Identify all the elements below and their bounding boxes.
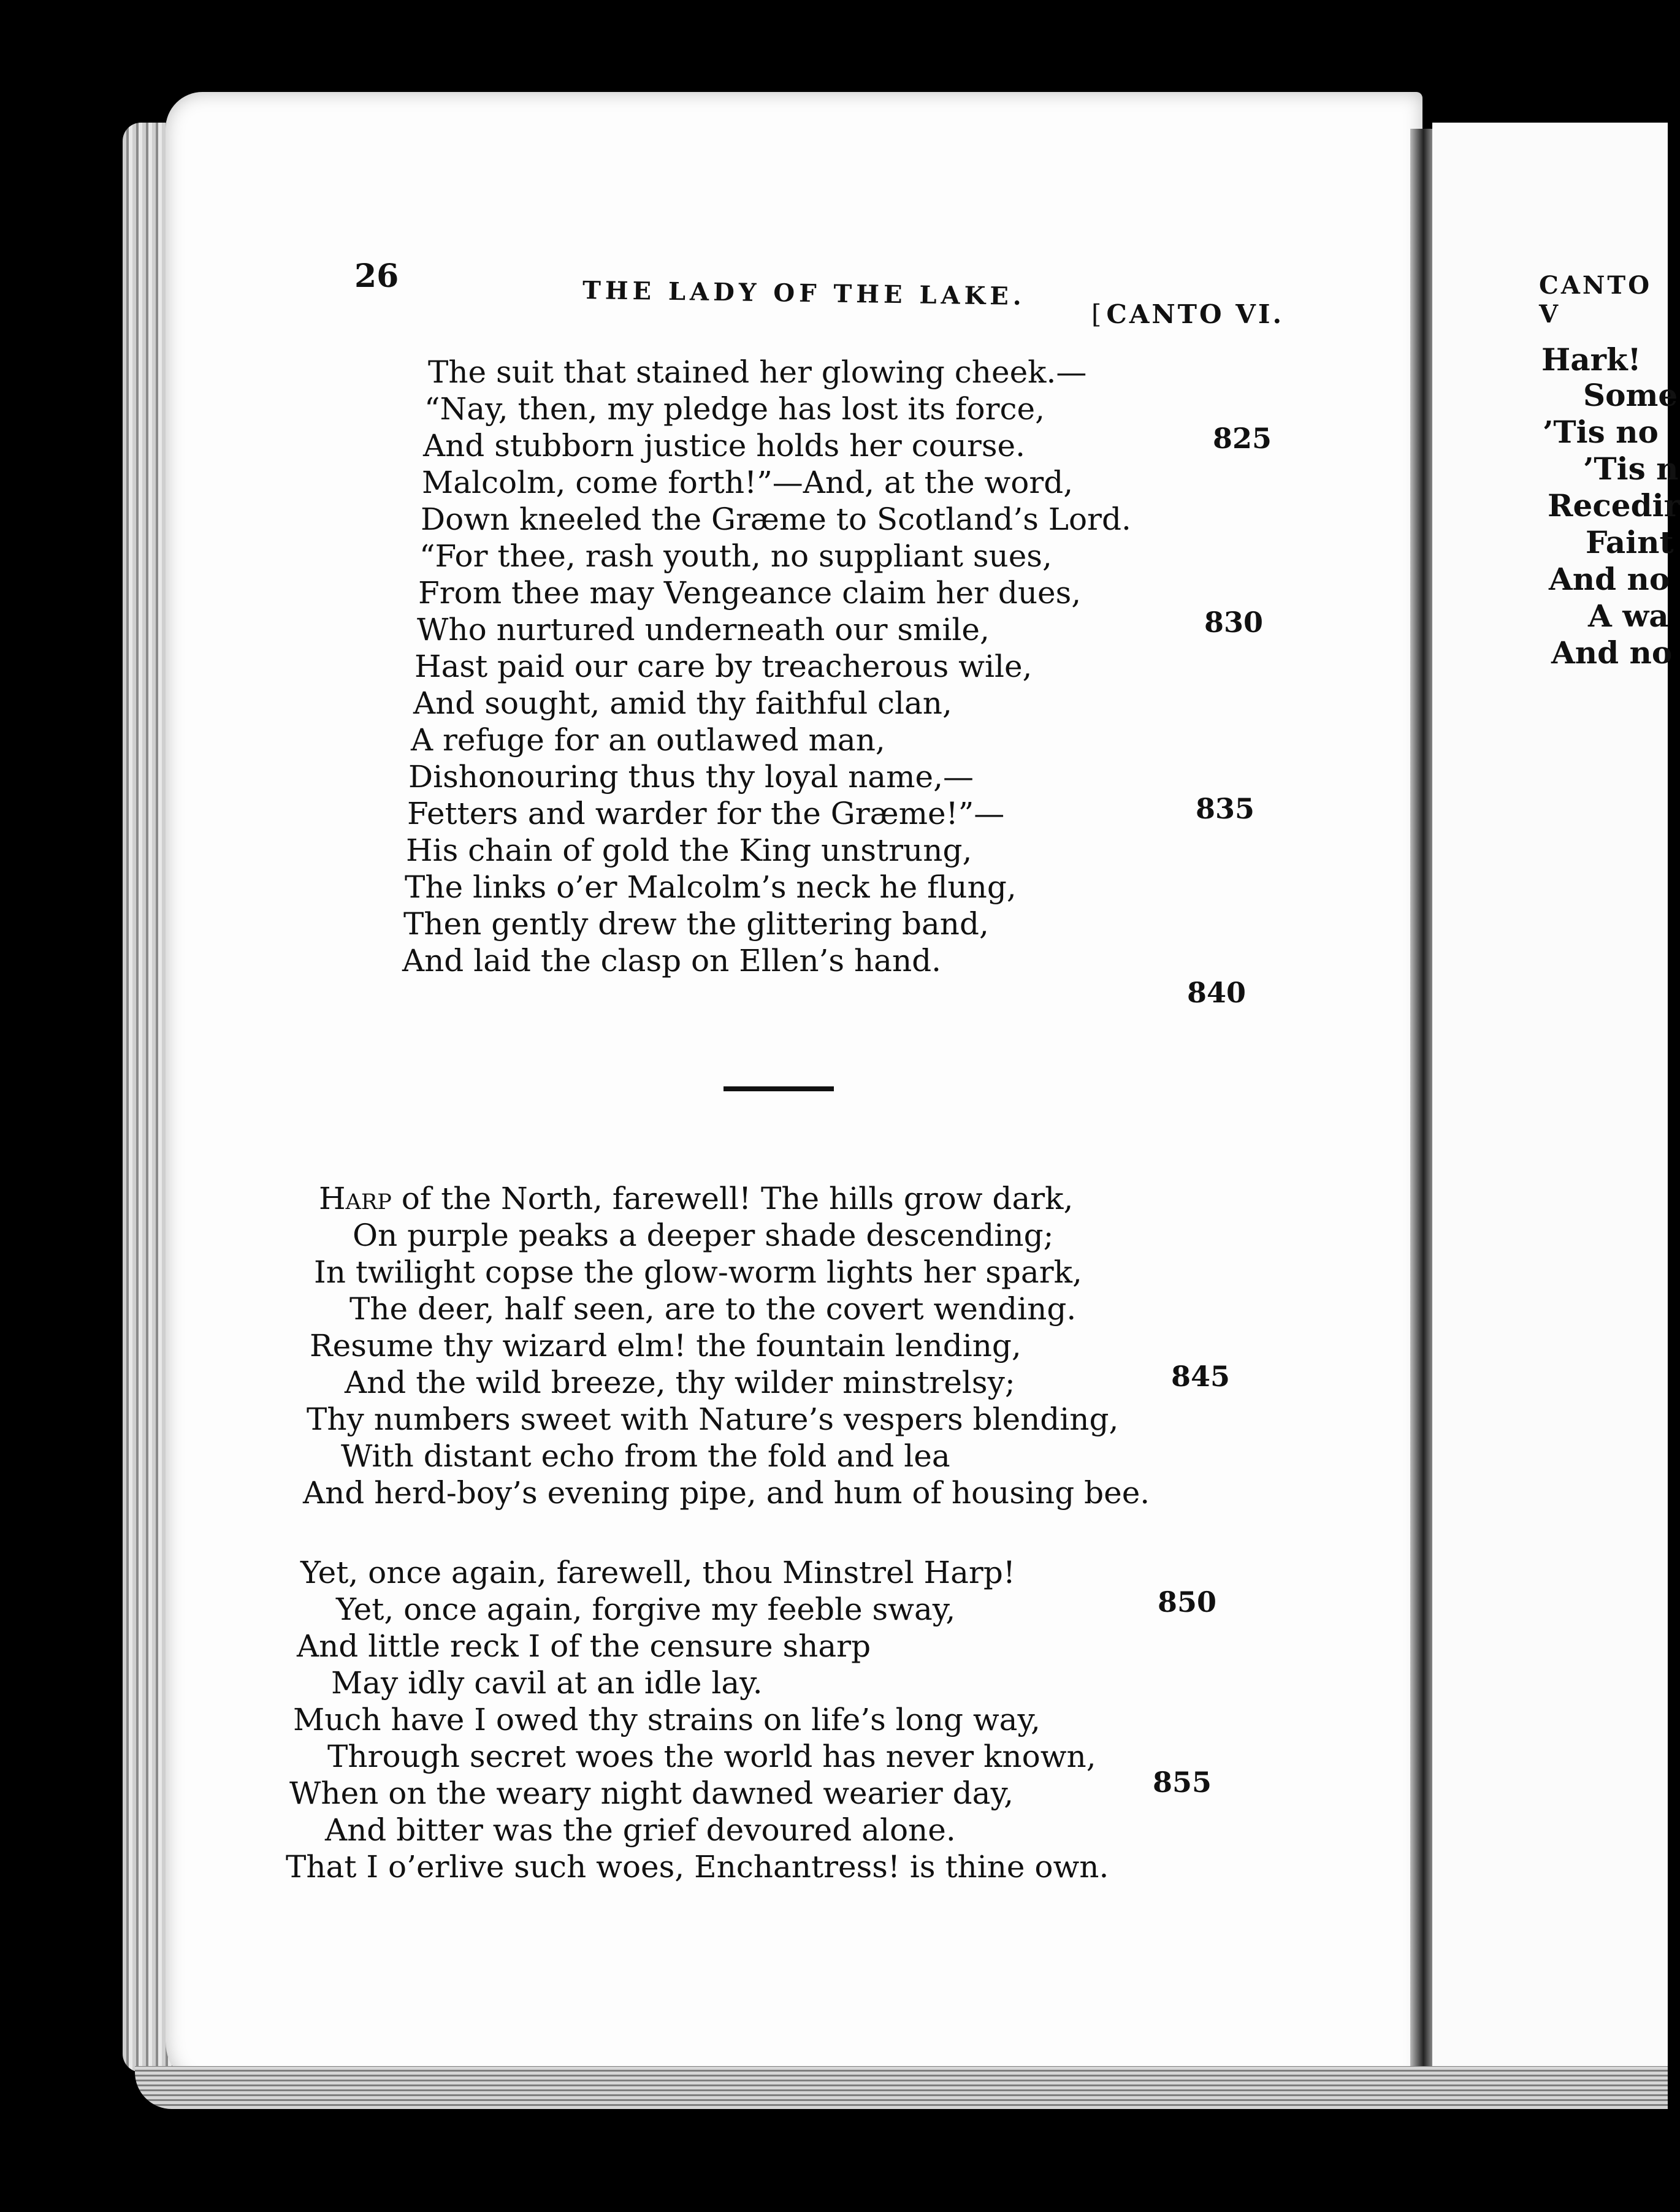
right-verse-fragment: And no <box>1551 635 1673 671</box>
initial-word: Harp <box>319 1181 392 1216</box>
verse-line: And laid the clasp on Ellen’s hand. <box>402 943 942 978</box>
verse-line: The deer, half seen, are to the covert wending. <box>349 1291 1077 1327</box>
line-number: 835 <box>1196 792 1255 825</box>
right-verse-fragment: Hark! <box>1541 341 1641 378</box>
right-verse-fragment: Recedir <box>1548 487 1680 524</box>
line-number: 825 <box>1213 422 1272 455</box>
line-number: 845 <box>1171 1360 1231 1393</box>
right-verse-fragment: A wa <box>1588 598 1669 634</box>
verse-line: Down kneeled the Græme to Scotland’s Lord. <box>421 502 1131 537</box>
right-verse-fragment: Some <box>1583 377 1678 413</box>
verse-line: In twilight copse the glow-worm lights her spark, <box>314 1254 1082 1290</box>
verse-line: Dishonouring thus thy loyal name,— <box>408 759 974 795</box>
right-verse-fragment: Faint <box>1586 524 1674 560</box>
verse-line: Thy numbers sweet with Nature’s vespers blending, <box>307 1402 1119 1437</box>
verse-line: “For thee, rash youth, no suppliant sues, <box>419 538 1052 574</box>
verse-line: Hast paid our care by treacherous wile, <box>414 649 1033 684</box>
canto-label: [ CANTO VI. <box>1091 299 1284 329</box>
verse-line: His chain of gold the King unstrung, <box>406 833 972 868</box>
line-number: 850 <box>1158 1585 1217 1619</box>
verse-line: Yet, once again, forgive my feeble sway, <box>336 1592 956 1627</box>
verse-line: And stubborn justice holds her course. <box>423 428 1026 463</box>
verse-line: And little reck I of the censure sharp <box>297 1628 871 1664</box>
line-number: 855 <box>1153 1766 1212 1799</box>
verse-line: “Nay, then, my pledge has lost its force, <box>424 391 1045 427</box>
verse-line: And sought, amid thy faithful clan, <box>413 685 952 721</box>
verse-line-first <box>319 1183 1073 1214</box>
right-verse-fragment: ’Tis n <box>1583 451 1679 487</box>
verse-line: Malcolm, come forth!”—And, at the word, <box>422 465 1074 500</box>
verse-line: With distant echo from the fold and lea <box>341 1438 950 1474</box>
verse-line: The suit that stained her glowing cheek.— <box>428 354 1087 390</box>
verse-line: That I o’erlive such woes, Enchantress! is thine own. <box>286 1849 1109 1885</box>
verse-line: Through secret woes the world has never known, <box>327 1739 1096 1774</box>
verse-line: On purple peaks a deeper shade descending; <box>353 1218 1054 1253</box>
right-page-canto: CANTO V <box>1539 271 1652 329</box>
verse-line: And the wild breeze, thy wilder minstrelsy; <box>345 1365 1015 1400</box>
verse-line: And herd-boy’s evening pipe, and hum of housing bee. <box>303 1475 1150 1511</box>
section-divider <box>724 1086 834 1091</box>
verse-line: May idly cavil at an idle lay. <box>331 1665 763 1701</box>
verse-line: Much have I owed thy strains on life’s long way, <box>293 1702 1040 1737</box>
first-line-text: of the North, farewell! The hills grow dark, <box>391 1181 1074 1216</box>
verse-line: A refuge for an outlawed man, <box>411 722 885 758</box>
verse-line: The links o’er Malcolm’s neck he flung, <box>405 869 1017 905</box>
verse-line: Who nurtured underneath our smile, <box>417 612 990 647</box>
page-number: 26 <box>354 257 399 295</box>
verse-line: And bitter was the grief devoured alone. <box>325 1812 956 1848</box>
verse-line: Then gently drew the glittering band, <box>403 906 989 942</box>
page-bottom-edge <box>135 2066 1668 2109</box>
verse-line: Yet, once again, farewell, thou Minstrel Harp! <box>300 1555 1015 1590</box>
verse-line: Resume thy wizard elm! the fountain lending, <box>310 1328 1021 1363</box>
line-number: 830 <box>1204 606 1264 639</box>
verse-line: From thee may Vengeance claim her dues, <box>418 575 1082 611</box>
line-number: 840 <box>1187 976 1247 1009</box>
verse-line: When on the weary night dawned wearier day, <box>289 1775 1014 1811</box>
right-verse-fragment: And no <box>1549 561 1670 597</box>
page-stack-edge <box>123 123 172 2072</box>
verse-line: Fetters and warder for the Græme!”— <box>407 796 1005 831</box>
right-verse-fragment: ’Tis no <box>1543 414 1659 450</box>
running-title: THE LADY OF THE LAKE. <box>582 275 1026 311</box>
book-gutter <box>1410 129 1432 2078</box>
